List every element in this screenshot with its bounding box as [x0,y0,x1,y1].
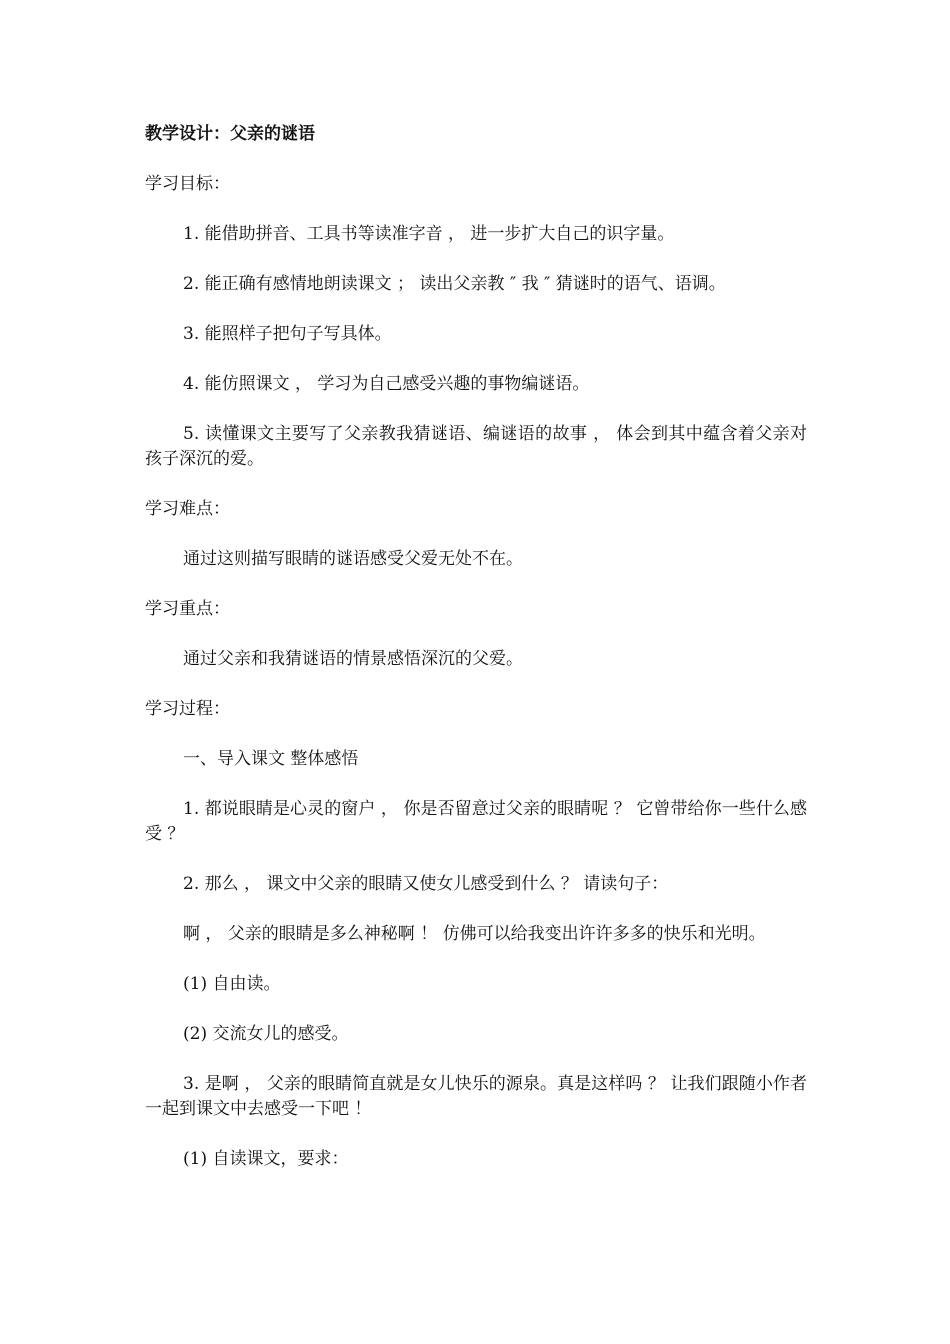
process-step: 2. 那么 ， 课文中父亲的眼睛又使女儿感受到什么 ？ 请读句子： [183,874,669,894]
objective-item: 3. 能照样子把句子写具体。 [183,324,392,344]
section-heading-process: 学习过程： [145,699,230,719]
objective-item: 1. 能借助拼音、工具书等读准字音 ， 进一步扩大自己的识字量。 [183,224,675,244]
process-step-heading: 一、导入课文 整体感悟 [183,749,359,769]
key-point-text: 通过父亲和我猜谜语的情景感悟深沉的父爱。 [183,649,523,669]
process-step: 3. 是啊 ， 父亲的眼睛简直就是女儿快乐的源泉。真是这样吗 ？ 让我们跟随小作者一起到课文中去感受一下吧 ！ [145,1074,807,1119]
objective-item: 2. 能正确有感情地朗读课文 ； 读出父亲教 ″ 我 ″ 猜谜时的语气、语调。 [183,274,726,294]
process-step: 1. 都说眼睛是心灵的窗户 ， 你是否留意过父亲的眼睛呢 ？ 它曾带给你一些什么感受 ？ [145,799,807,844]
process-substep: (1) 自读课文，要求： [183,1149,349,1169]
process-substep: (1) 自由读。 [183,974,281,994]
document-title: 教学设计：父亲的谜语 [145,124,315,144]
section-heading-key-points: 学习重点： [145,599,230,619]
document-body [145,122,807,1197]
objective-item: 4. 能仿照课文 ， 学习为自己感受兴趣的事物编谜语。 [183,374,590,394]
section-heading-objectives: 学习目标： [145,174,230,194]
objective-item: 5. 读懂课文主要写了父亲教我猜谜语、编谜语的故事 ， 体会到其中蕴含着父亲对孩子深沉的爱。 [145,424,807,469]
quoted-sentence: 啊 ， 父亲的眼睛是多么神秘啊 ！ 仿佛可以给我变出许许多多的快乐和光明。 [183,924,766,944]
section-heading-difficulties: 学习难点： [145,499,230,519]
process-substep: (2) 交流女儿的感受。 [183,1024,349,1044]
difficulty-text: 通过这则描写眼睛的谜语感受父爱无处不在。 [183,549,523,569]
